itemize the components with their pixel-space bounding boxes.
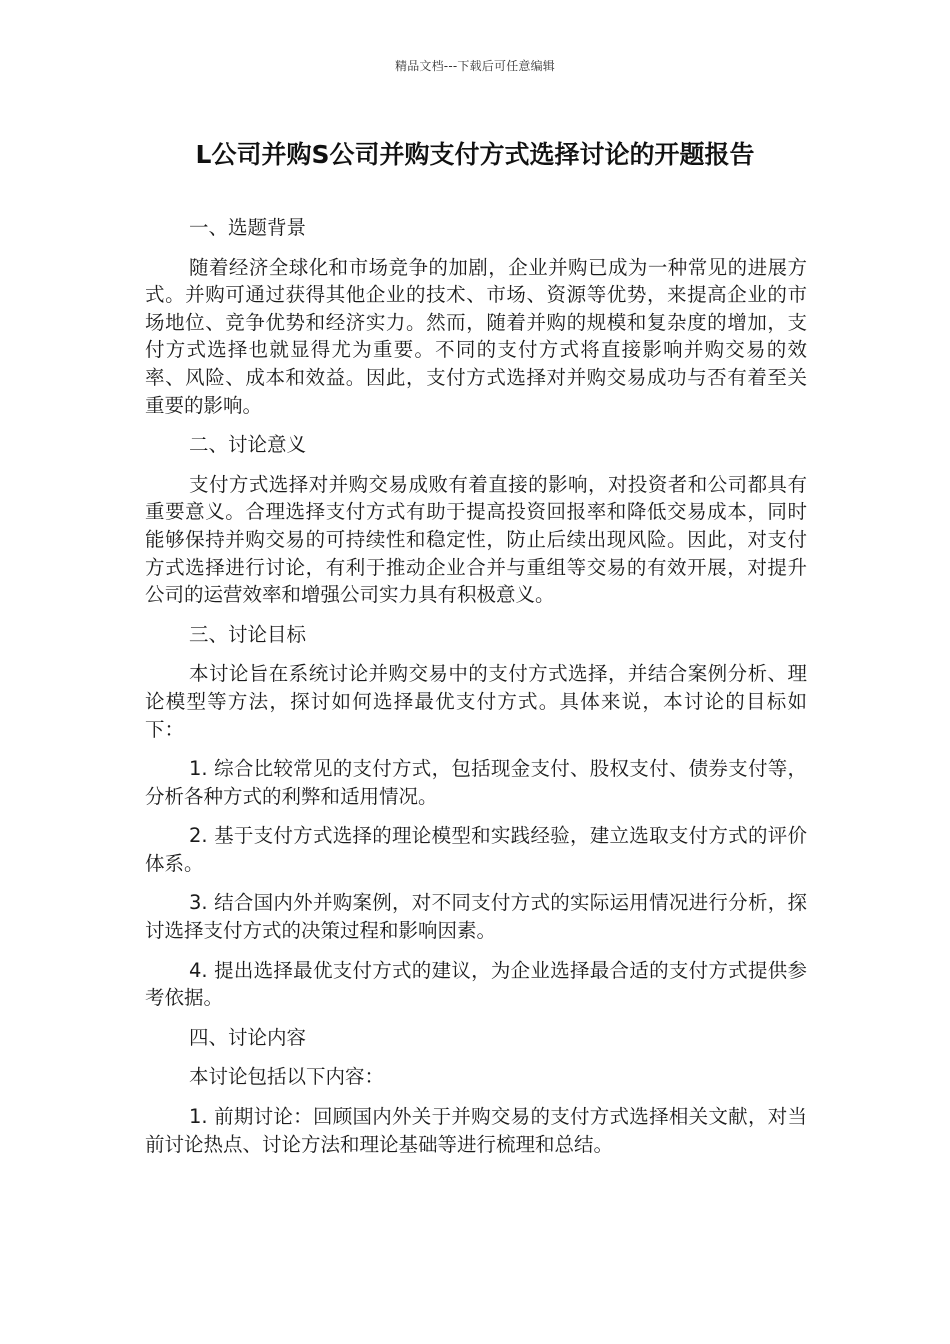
section-background xyxy=(145,214,807,419)
list-item: 3. 结合国内外并购案例，对不同支付方式的实际运用情况进行分析，探讨选择支付方式的决策过程和影响因素。 xyxy=(145,891,807,943)
body-paragraph: 本讨论包括以下内容： xyxy=(189,1065,385,1089)
list-item: 1. 前期讨论：回顾国内外关于并购交易的支付方式选择相关文献，对当前讨论热点、讨论方法和理论基础等进行梳理和总结。 xyxy=(145,1105,807,1156)
list-item: 2. 基于支付方式选择的理论模型和实践经验，建立选取支付方式的评价体系。 xyxy=(145,824,807,875)
section-heading: 一、选题背景 xyxy=(189,216,307,239)
section-objectives xyxy=(145,621,807,1012)
section-significance xyxy=(145,431,807,609)
body-paragraph: 支付方式选择对并购交易成败有着直接的影响，对投资者和公司都具有重要意义。合理选择支付方式有助于提高投资回报率和降低交易成本，同时能够保持并购交易的可持续性和稳定性，防止后续出现风险。因此，对支付方式选择进行讨论，有利于推动企业合并与重组等交易的有效开展，对提升公司的运营效率和增强公司实力具有积极意义。 xyxy=(145,472,807,607)
section-heading: 四、讨论内容 xyxy=(189,1025,307,1049)
section-heading: 三、讨论目标 xyxy=(189,622,307,646)
list-item: 1. 综合比较常见的支付方式，包括现金支付、股权支付、债券支付等，分析各种方式的利弊和适用情况。 xyxy=(145,757,807,808)
document-body xyxy=(145,214,807,1170)
document-title: L公司并购S公司并购支付方式选择讨论的开题报告 xyxy=(195,140,755,169)
section-content xyxy=(145,1024,807,1158)
body-paragraph: 随着经济全球化和市场竞争的加剧，企业并购已成为一种常见的进展方式。并购可通过获得其他企业的技术、市场、资源等优势，来提高企业的市场地位、竞争优势和经济实力。然而，随着并购的规模和复杂度的增加，支付方式选择也就显得尤为重要。不同的支付方式将直接影响并购交易的效率、风险、成本和效益。因此，支付方式选择对并购交易成功与否有着至关重要的影响。 xyxy=(145,255,807,417)
list-item: 4. 提出选择最优支付方式的建议，为企业选择最合适的支付方式提供参考依据。 xyxy=(145,958,807,1010)
body-paragraph: 本讨论旨在系统讨论并购交易中的支付方式选择，并结合案例分析、理论模型等方法，探讨如何选择最优支付方式。具体来说，本讨论的目标如下： xyxy=(145,662,807,741)
header-note: 精品文档---下载后可任意编辑 xyxy=(395,59,555,73)
section-heading: 二、讨论意义 xyxy=(189,433,307,457)
